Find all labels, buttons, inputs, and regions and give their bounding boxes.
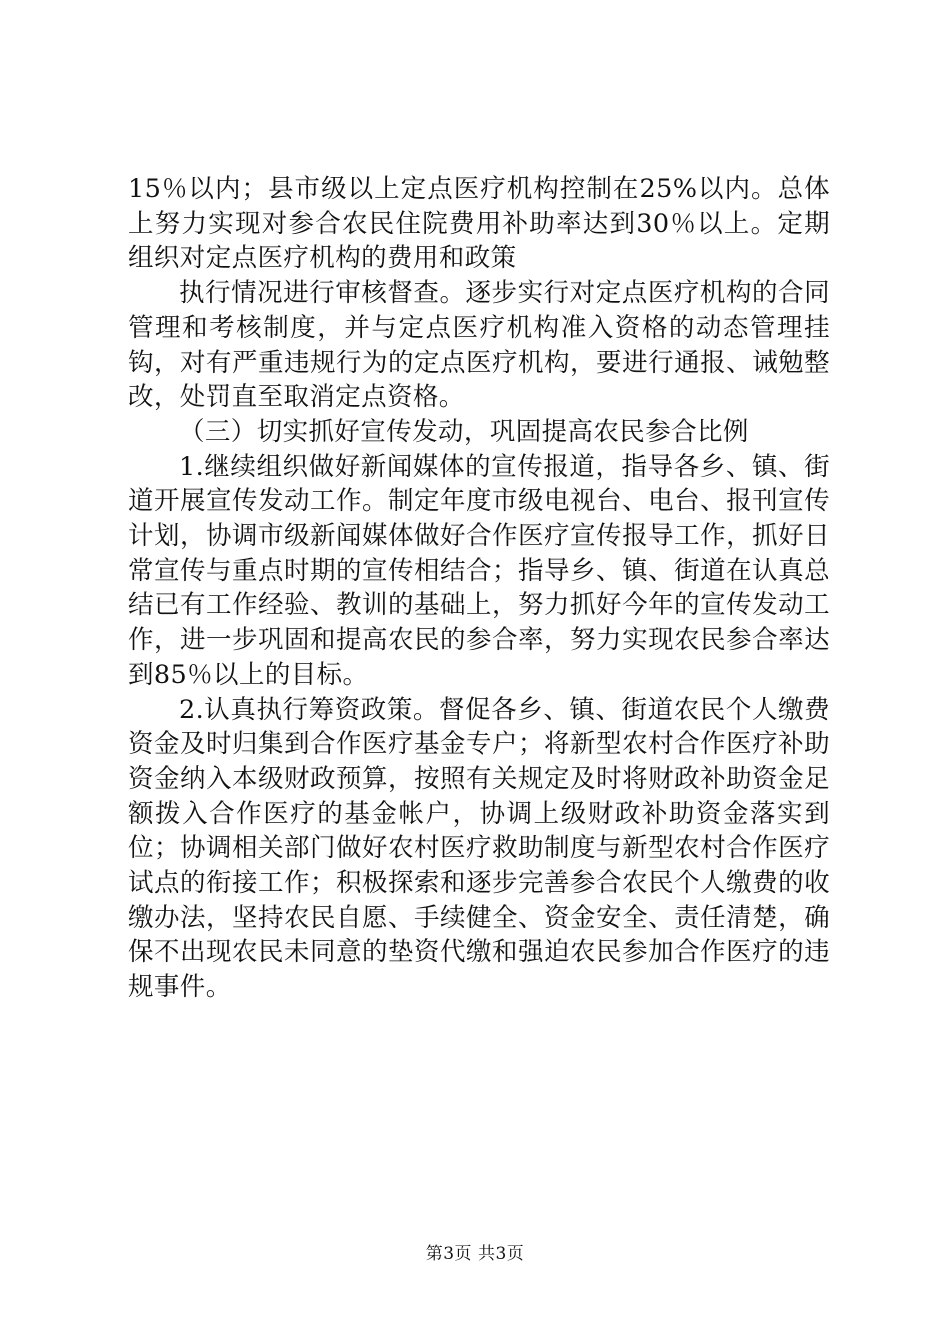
paragraph-1: 15％以内；县市级以上定点医疗机构控制在25%以内。总体上努力实现对参合农民住院费用补助率达到30％以上。定期组织对定点医疗机构的费用和政策 — [128, 174, 830, 274]
paragraph-2: 执行情况进行审核督查。逐步实行对定点医疗机构的合同管理和考核制度，并与定点医疗机构准入资格的动态管理挂钩，对有严重违规行为的定点医疗机构，要进行通报、诫勉整改，处罚直至取消定点资格。 — [128, 278, 830, 413]
paragraph-item-2: 2.认真执行筹资政策。督促各乡、镇、街道农民个人缴费资金及时归集到合作医疗基金专户；将新型农村合作医疗补助资金纳入本级财政预算，按照有关规定及时将财政补助资金足额拨入合作医疗的基金帐户，协调上级财政补助资金落实到位；协调相关部门做好农村医疗救助制度与新型农村合作医疗试点的衔接工作；积极探索和逐步完善参合农民个人缴费的收缴办法，坚持农民自愿、手续健全、资金安全、责任清楚，确保不出现农民未同意的垫资代缴和强迫农民参加合作医疗的违规事件。 — [128, 694, 830, 1003]
page-number-footer: 第3页 共3页 — [425, 1244, 525, 1264]
paragraph-item-1: 1.继续组织做好新闻媒体的宣传报道，指导各乡、镇、街道开展宣传发动工作。制定年度市级电视台、电台、报刊宣传计划，协调市级新闻媒体做好合作医疗宣传报导工作，抓好日常宣传与重点时期的宣传相结合；指导乡、镇、街道在认真总结已有工作经验、教训的基础上，努力抓好今年的宣传发动工作，进一步巩固和提高农民的参合率，努力实现农民参合率达到85％以上的目标。 — [128, 451, 830, 690]
section-heading: （三）切实抓好宣传发动，巩固提高农民参合比例 — [179, 416, 749, 447]
document-body — [128, 172, 830, 1005]
